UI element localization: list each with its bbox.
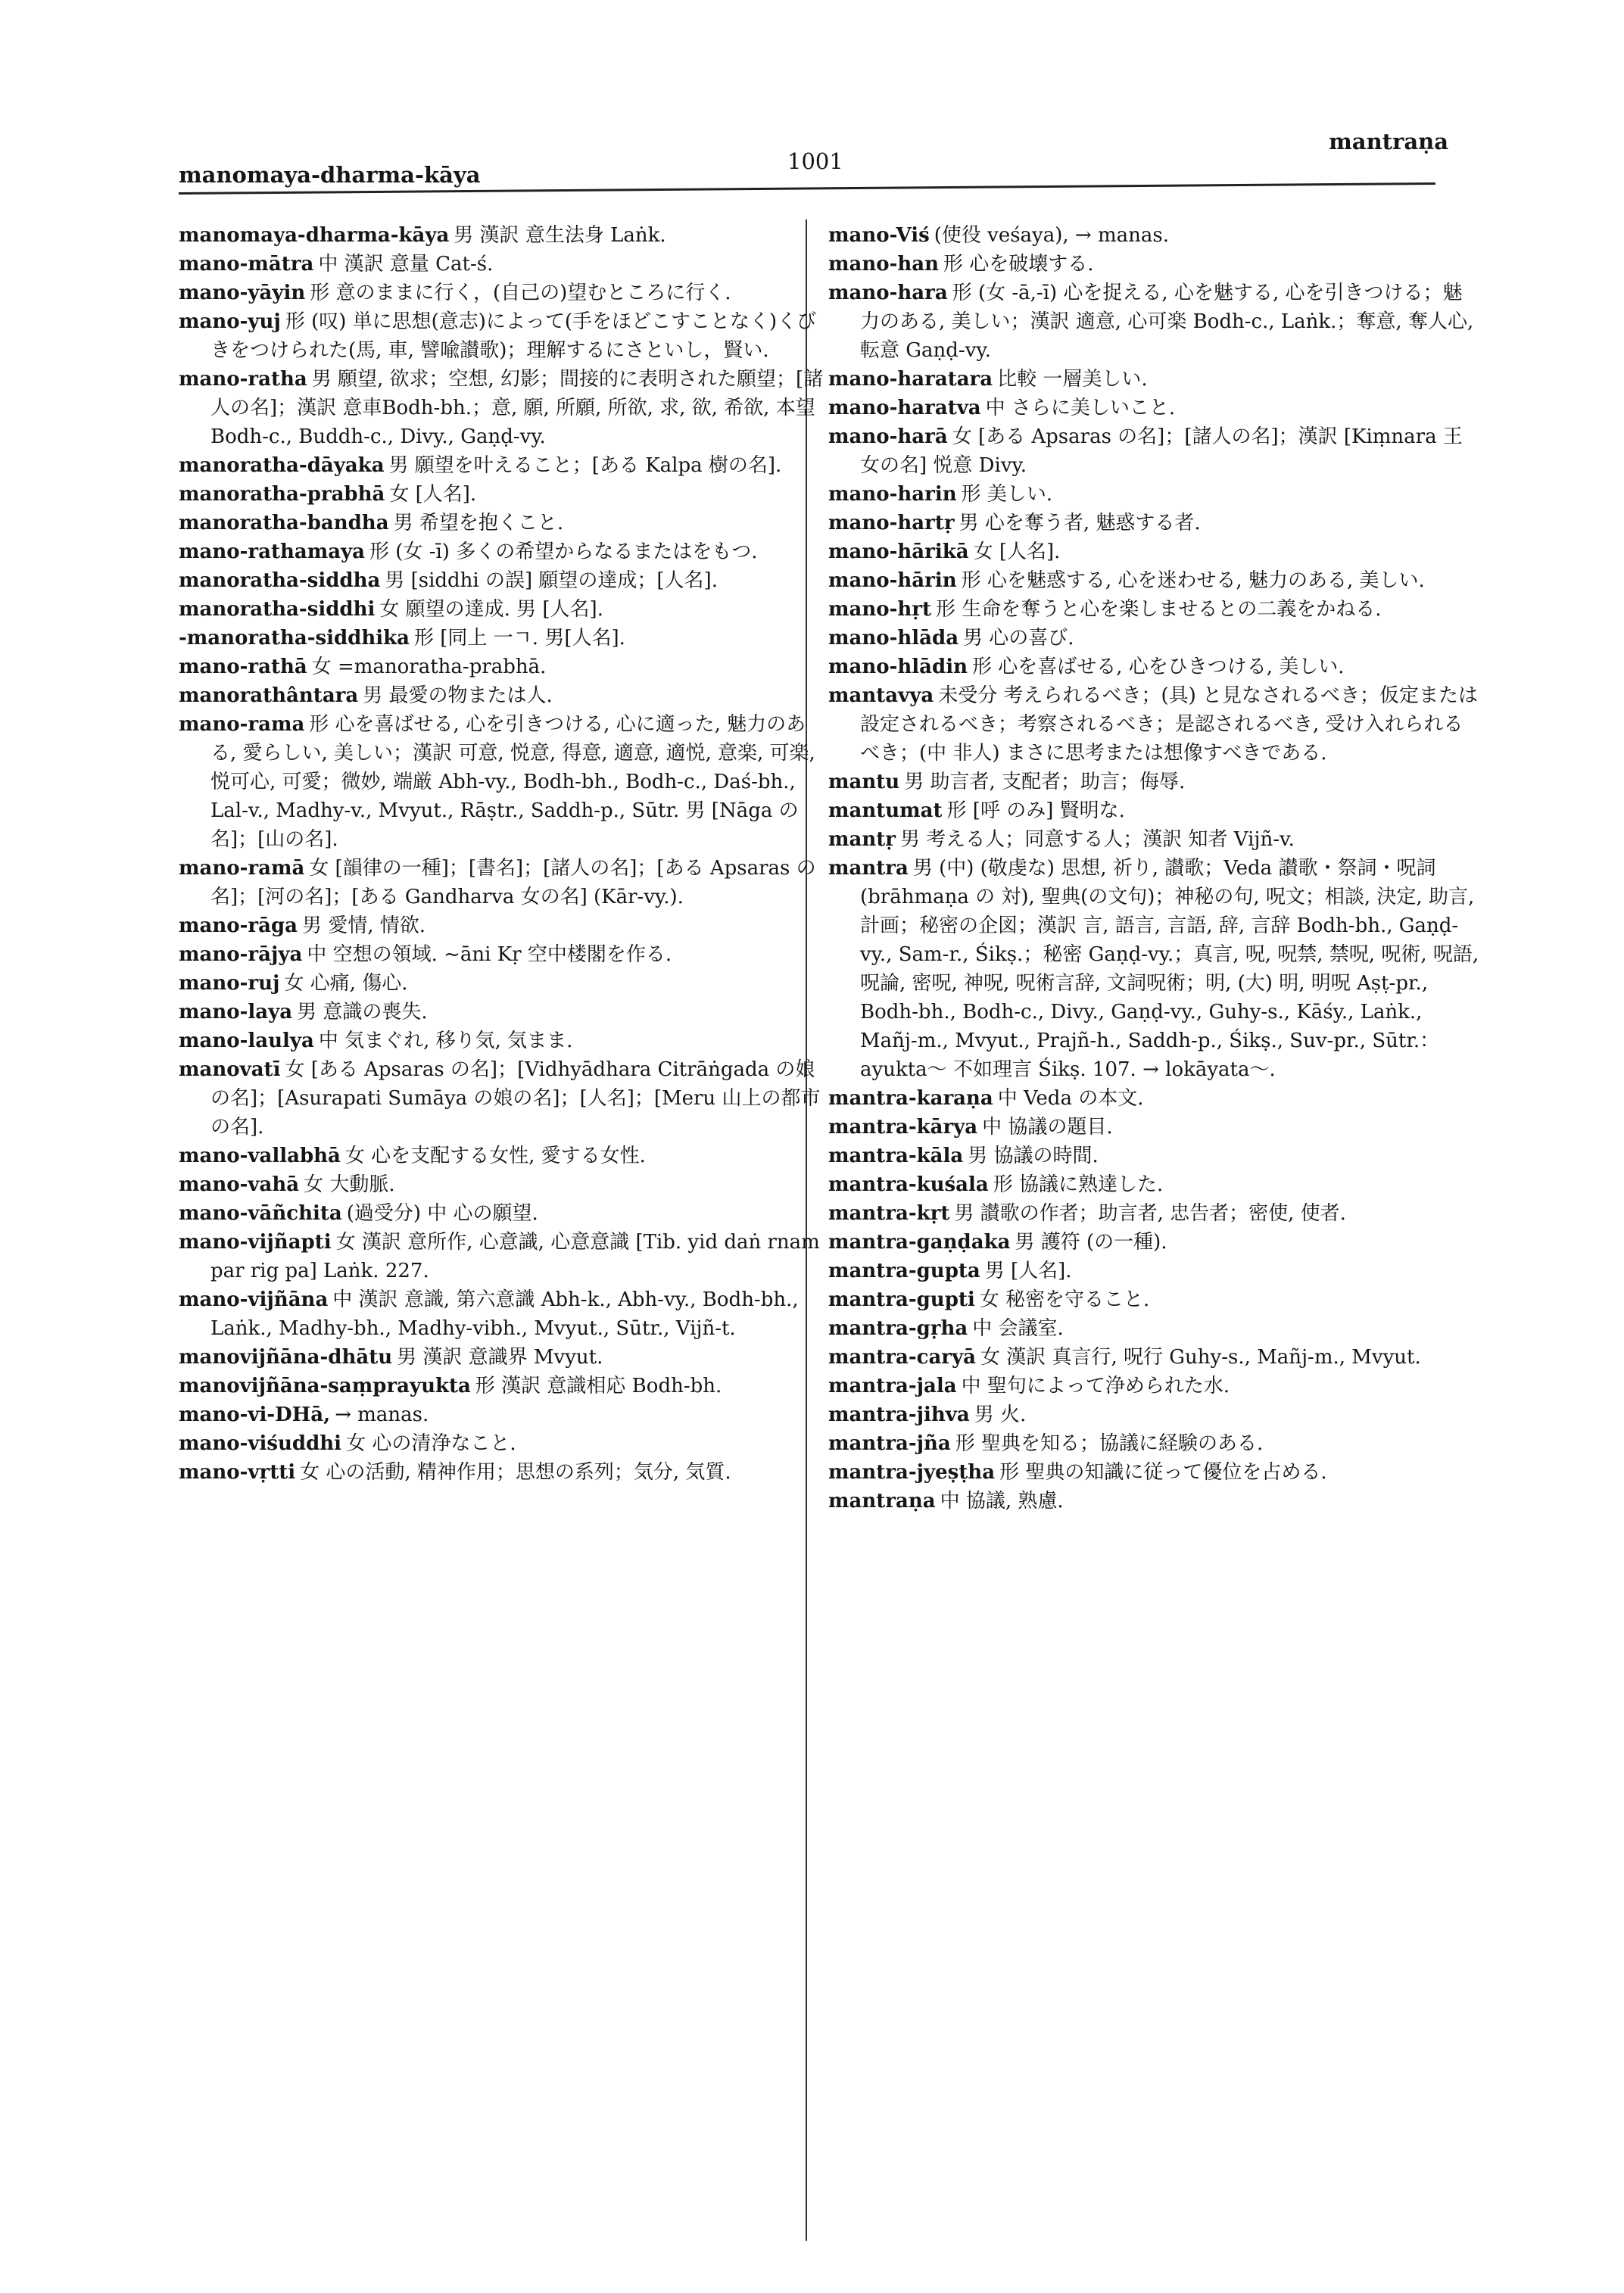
dictionary-entry (828, 279, 1479, 365)
entry-headword: mano-viśuddhi (179, 1432, 342, 1455)
entry-headword: mano-rathamaya (179, 541, 366, 563)
dictionary-entry (828, 768, 1479, 796)
dictionary-entry (828, 566, 1479, 595)
dictionary-entry (179, 653, 830, 681)
dictionary-entry (179, 998, 830, 1027)
entry-definition: 形 心を魅惑する, 心を迷わせる, 魅力のある, 美しい. (961, 569, 1425, 592)
entry-definition: 中 気まぐれ, 移り気, 気まま. (318, 1030, 573, 1052)
entry-definition: 未受分 考えられるべき；(具) と見なされるべき；仮定または設定されるべき；考察されるべき；是認されるべき, 受け入れられるべき；(中 非人) まさに思考または想像すべきである. (860, 684, 1479, 765)
entry-definition: → manas. (335, 1404, 429, 1426)
dictionary-entry (179, 250, 830, 279)
dictionary-entry (179, 940, 830, 969)
entry-headword: mantra-kṛt (828, 1202, 950, 1225)
dictionary-entry (828, 595, 1479, 624)
dictionary-entry (179, 710, 830, 854)
entry-headword: mano-vahā (179, 1173, 300, 1196)
entry-definition: 中 さらに美しいこと. (985, 397, 1176, 419)
entry-headword: manoratha-prabhā (179, 483, 385, 506)
entry-headword: mantra (828, 857, 909, 880)
entry-headword: mantumat (828, 799, 943, 822)
entry-headword: mano-vi-DHā, (179, 1404, 331, 1426)
dictionary-entry (828, 1372, 1479, 1400)
page-number: 1001 (787, 148, 843, 174)
entry-definition: 男 [siddhi の誤] 願望の達成；[人名]. (385, 569, 718, 592)
dictionary-entry (828, 221, 1479, 250)
entry-headword: mantṛ (828, 828, 896, 851)
entry-headword: mano-hara (828, 282, 948, 304)
entry-headword: mano-ratha (179, 368, 307, 391)
entry-headword: mano-hārikā (828, 541, 969, 563)
entry-definition: 男 火. (974, 1404, 1027, 1426)
entry-definition: 男 護符 (の一種). (1015, 1231, 1167, 1254)
entry-headword: mano-hlādin (828, 656, 968, 678)
entry-headword: manoratha-siddha (179, 569, 381, 592)
entry-definition: 形 聖典を知る；協議に経験のある. (955, 1432, 1264, 1455)
entry-definition: 形 生命を奪うと心を楽しませるとの二義をかねる. (936, 598, 1382, 621)
entry-definition: 中 漢訳 意量 Cat-ś. (318, 253, 494, 276)
dictionary-entry (828, 537, 1479, 566)
dictionary-entry (179, 566, 830, 595)
dictionary-entry (179, 1400, 830, 1429)
dictionary-entry (828, 394, 1479, 422)
dictionary-entry (828, 1314, 1479, 1343)
dictionary-entry (179, 1285, 830, 1343)
entry-headword: mano-rathā (179, 656, 307, 678)
dictionary-entry (828, 796, 1479, 825)
entry-headword: mantra-gupta (828, 1260, 980, 1282)
entry-headword: mantra-jala (828, 1375, 957, 1397)
dictionary-entry (179, 624, 830, 653)
entry-definition: 形 (女 -ā,-ī) 心を捉える, 心を魅する, 心を引きつける；魅力のある, 美しい；漢訳 適意, 心可楽 Bodh-c., Laṅk.；奪意, 奪人心, 転意 Gaṇḍ-vy. (860, 282, 1474, 362)
entry-headword: mano-yuj (179, 310, 281, 333)
dictionary-entry (179, 1228, 830, 1285)
dictionary-entry (828, 1487, 1479, 1516)
entry-definition: 形 聖典の知識に従って優位を占める. (999, 1461, 1327, 1484)
entry-headword: mano-ramā (179, 857, 305, 880)
dictionary-entry (179, 480, 830, 509)
entry-headword: mano-harin (828, 483, 957, 506)
entry-definition: 形 心を喜ばせる, 心をひきつける, 美しい. (971, 656, 1345, 678)
entry-definition: 男 [人名]. (984, 1260, 1072, 1282)
entry-definition: (過受分) 中 心の願望. (346, 1202, 538, 1225)
entry-headword: mantra-kāla (828, 1145, 964, 1167)
dictionary-entry (828, 1343, 1479, 1372)
entry-headword: mano-hṛt (828, 598, 932, 621)
entry-definition: 形 協議に熟達した. (993, 1173, 1164, 1196)
entry-headword: mano-ruj (179, 972, 280, 995)
entry-definition: 女 [人名]. (389, 483, 477, 506)
entry-definition: 女 漢訳 意所作, 心意識, 心意意識 [Tib. yid daṅ rnam par rig pa] Laṅk. 227. (210, 1231, 820, 1282)
dictionary-entry (828, 422, 1479, 480)
dictionary-entry (179, 307, 830, 365)
right-column (828, 221, 1479, 1516)
dictionary-entry (179, 1372, 830, 1400)
entry-definition: 男 心を奪う者, 魅惑する者. (959, 512, 1201, 534)
entry-definition: 形 (女 -ī) 多くの希望からなるまたはをもつ. (369, 541, 758, 563)
entry-definition: 形 漢訳 意識相応 Bodh-bh. (475, 1375, 722, 1397)
dictionary-entry (828, 854, 1479, 1084)
entry-definition: 女 [韻律の一種]；[書名]；[諸人の名]；[ある Apsaras の名]；[河の名]；[ある Gandharva 女の名] (Kār-vy.). (210, 857, 816, 908)
entry-headword: mano-rāga (179, 914, 298, 937)
dictionary-entry (179, 509, 830, 537)
entry-headword: mano-harā (828, 425, 948, 448)
entry-headword: mano-vijñapti (179, 1231, 332, 1254)
entry-headword: manovijñāna-dhātu (179, 1346, 393, 1369)
entry-definition: 比較 一層美しい. (997, 368, 1148, 391)
entry-definition: 男 最愛の物または人. (363, 684, 553, 707)
entry-definition: 女 [ある Apsaras の名]；[Vidhyādhara Citrāṅgada の娘の名]；[Asurapati Sumāya の娘の名]；[人名]；[Meru 山上の都市の名]. (210, 1058, 821, 1139)
dictionary-entry (828, 1257, 1479, 1285)
entry-headword: mano-hlāda (828, 627, 959, 650)
dictionary-entry (179, 1429, 830, 1458)
entry-definition: 男 (中) (敬虔な) 思想, 祈り, 讃歌；Veda 讃歌・祭詞・呪詞 (brāhmaṇa の 対), 聖典(の文句)；神秘の句, 呪文；相談, 決定, 助言, 計画；秘密の企図；漢訳 言, 語言, 言語, 辞, 言辞 Bodh-bh., Gaṇḍ-vy., Sam-r., Śikṣ.；秘密 Gaṇḍ-vy.；真言, 呪, 呪禁, 禁呪, 呪術, 呪語, 呪論, 密呪, 神呪, 呪術言辞, 文詞呪術；明, (大) 明, 明呪 Aṣṭ-pr., Bodh-bh., Bodh-c., Divy., Gaṇḍ-vy., Guhy-s., Kāśy., Laṅk., Mañj-m., Mvyut., Prajñ-h., Saddh-p., Śikṣ., Suv-pr., Sūtr.：ayukta～ 不如理言 Śikṣ. 107. → lokāyata～. (860, 857, 1479, 1081)
entry-definition: 男 希望を抱くこと. (393, 512, 564, 534)
entry-headword: mantra-jihva (828, 1404, 970, 1426)
dictionary-entry (828, 509, 1479, 537)
dictionary-entry (828, 1113, 1479, 1142)
dictionary-entry (828, 1458, 1479, 1487)
entry-headword: mano-laulya (179, 1030, 314, 1052)
entry-definition: 中 漢訳 意識, 第六意識 Abh-k., Abh-vy., Bodh-bh., Laṅk., Madhy-bh., Madhy-vibh., Mvyut., Sūtr., Vijñ-t. (210, 1288, 799, 1340)
entry-definition: 形 心を破壊する. (943, 253, 1094, 276)
entry-headword: mano-rama (179, 713, 305, 736)
dictionary-entry (179, 537, 830, 566)
dictionary-entry (179, 595, 830, 624)
dictionary-entry (179, 279, 830, 307)
entry-headword: mano-hartṛ (828, 512, 955, 534)
dictionary-entry (828, 1400, 1479, 1429)
entry-headword: mano-yāyin (179, 282, 306, 304)
entry-definition: 中 協議, 熟慮. (940, 1490, 1064, 1513)
entry-definition: 女 漢訳 真言行, 呪行 Guhy-s., Mañj-m., Mvyut. (980, 1346, 1421, 1369)
entry-definition: 中 聖句によって浄められた水. (961, 1375, 1230, 1397)
dictionary-entry (828, 1285, 1479, 1314)
entry-definition: 中 空想の領域. ~āni Kṛ 空中楼閣を作る. (307, 943, 672, 966)
entry-definition: 男 協議の時間. (968, 1145, 1099, 1167)
entry-headword: -manoratha-siddhika (179, 627, 410, 650)
dictionary-entry (179, 1458, 830, 1487)
header-right-guide-word: mantraṇa (1329, 129, 1448, 154)
dictionary-entry (828, 1142, 1479, 1170)
entry-definition: (使役 veśaya), → manas. (934, 224, 1169, 247)
dictionary-entry (179, 969, 830, 998)
dictionary-entry (179, 854, 830, 911)
entry-headword: mano-laya (179, 1001, 293, 1023)
entry-headword: manovatī (179, 1058, 281, 1081)
entry-headword: manoratha-dāyaka (179, 454, 385, 477)
entry-definition: 男 助言者, 支配者；助言；侮辱. (904, 771, 1186, 793)
dictionary-entry (828, 681, 1479, 768)
entry-headword: mantra-jyeṣṭha (828, 1461, 996, 1484)
dictionary-entry (179, 1142, 830, 1170)
entry-headword: mano-haratara (828, 368, 993, 391)
entry-headword: mantraṇa (828, 1490, 936, 1513)
dictionary-entry (179, 365, 830, 451)
entry-headword: mano-rājya (179, 943, 303, 966)
entry-headword: mantra-kārya (828, 1116, 978, 1139)
dictionary-entry (828, 1199, 1479, 1228)
entry-definition: 中 会議室. (972, 1317, 1064, 1340)
entry-definition: 女 =manoratha-prabhā. (311, 656, 547, 678)
entry-headword: mantra-caryā (828, 1346, 976, 1369)
dictionary-entry (828, 365, 1479, 394)
entry-headword: mantra-gupti (828, 1288, 975, 1311)
entry-headword: mano-vāñchita (179, 1202, 342, 1225)
entry-headword: mantra-kuśala (828, 1173, 989, 1196)
entry-definition: 女 [ある Apsaras の名]；[諸人の名]；漢訳 [Kiṃnara 王女の名] 悦意 Divy. (860, 425, 1463, 477)
entry-headword: mano-haratva (828, 397, 981, 419)
entry-definition: 女 願望の達成. 男 [人名]. (379, 598, 603, 621)
entry-headword: manoratha-siddhi (179, 598, 376, 621)
dictionary-entry (179, 221, 830, 250)
header-left-guide-word: manomaya-dharma-kāya (179, 162, 481, 188)
entry-definition: 形 意のままに行く，(自己の)望むところに行く. (310, 282, 731, 304)
left-column (179, 221, 830, 1487)
dictionary-entry (828, 250, 1479, 279)
entry-definition: 形 [同上 一ㄱ. 男[人名]. (414, 627, 625, 650)
dictionary-entry (828, 1228, 1479, 1257)
dictionary-entry (828, 480, 1479, 509)
entry-definition: 男 讃歌の作者；助言者, 忠告者；密使, 使者. (954, 1202, 1346, 1225)
dictionary-entry (828, 1084, 1479, 1113)
dictionary-entry (179, 1055, 830, 1142)
dictionary-entry (179, 911, 830, 940)
entry-headword: manovijñāna-saṃprayukta (179, 1375, 471, 1397)
dictionary-entry (179, 451, 830, 480)
dictionary-entry (179, 1027, 830, 1055)
dictionary-entry (828, 1429, 1479, 1458)
dictionary-entry (179, 681, 830, 710)
dictionary-entry (828, 825, 1479, 854)
entry-definition: 男 考える人；同意する人；漢訳 知者 Vijñ-v. (899, 828, 1295, 851)
entry-headword: mano-mātra (179, 253, 314, 276)
entry-definition: 男 心の喜び. (963, 627, 1074, 650)
entry-headword: manoratha-bandha (179, 512, 389, 534)
entry-definition: 形 (叹) 単に思想(意志)によって(手をほどこすことなく)くびきをつけられた(馬, 車, 譬喩讃歌)；理解するにさといし，賢い. (210, 310, 817, 362)
entry-definition: 女 大動脈. (304, 1173, 395, 1196)
entry-definition: 女 心の清浄なこと. (346, 1432, 516, 1455)
dictionary-entry (828, 1170, 1479, 1199)
dictionary-entry (179, 1199, 830, 1228)
entry-definition: 女 心の活動, 精神作用；思想の系列；気分, 気質. (300, 1461, 731, 1484)
entry-headword: mantra-karaṇa (828, 1087, 993, 1110)
entry-definition: 中 Veda の本文. (997, 1087, 1144, 1110)
entry-definition: 女 心を支配する女性, 愛する女性. (344, 1145, 646, 1167)
entry-headword: mantra-gaṇḍaka (828, 1231, 1011, 1254)
dictionary-entry (179, 1170, 830, 1199)
entry-headword: mano-vṛtti (179, 1461, 296, 1484)
entry-definition: 女 心痛, 傷心. (284, 972, 408, 995)
dictionary-entry (179, 1343, 830, 1372)
entry-definition: 中 協議の題目. (982, 1116, 1113, 1139)
entry-definition: 男 漢訳 意識界 Mvyut. (397, 1346, 603, 1369)
entry-definition: 男 意識の喪失. (297, 1001, 428, 1023)
entry-headword: mano-han (828, 253, 940, 276)
entry-headword: mantu (828, 771, 900, 793)
entry-headword: manomaya-dharma-kāya (179, 224, 450, 247)
dictionary-entry (828, 624, 1479, 653)
entry-definition: 男 漢訳 意生法身 Laṅk. (454, 224, 666, 247)
entry-headword: manorathântara (179, 684, 359, 707)
entry-definition: 形 心を喜ばせる, 心を引きつける, 心に適った, 魅力のある, 愛らしい, 美しい；漢訳 可意, 悦意, 得意, 適意, 適悦, 意楽, 可楽, 悦可心, 可愛；微妙, 端厳 Abh-vy., Bodh-bh., Bodh-c., Daś-bh., Lal-v., Madhy-v., Mvyut., Rāṣtr., Saddh-p., Sūtr. 男 [Nāga の名]；[山の名]. (210, 713, 815, 851)
dictionary-entry (828, 653, 1479, 681)
entry-headword: mantra-jña (828, 1432, 951, 1455)
entry-definition: 形 [呼 のみ] 賢明な. (946, 799, 1125, 822)
entry-definition: 男 愛情, 情欲. (301, 914, 426, 937)
entry-headword: mano-vallabhā (179, 1145, 341, 1167)
entry-definition: 男 願望, 欲求；空想, 幻影；間接的に表明された願望；[諸人の名]；漢訳 意車Bodh-bh.；意, 願, 所願, 所欲, 求, 欲, 希欲, 本望 Bodh-c., Buddh-c., Divy., Gaṇḍ-vy. (210, 368, 824, 448)
entry-definition: 男 願望を叶えること；[ある Kalpa 樹の名]. (388, 454, 782, 477)
entry-headword: mano-vijñāna (179, 1288, 329, 1311)
entry-definition: 女 秘密を守ること. (979, 1288, 1150, 1311)
entry-headword: mantra-gṛha (828, 1317, 968, 1340)
entry-headword: mano-hārin (828, 569, 957, 592)
entry-headword: mantavya (828, 684, 934, 707)
entry-headword: mano-Viś (828, 224, 930, 247)
entry-definition: 形 美しい. (961, 483, 1053, 506)
entry-definition: 女 [人名]. (973, 541, 1061, 563)
